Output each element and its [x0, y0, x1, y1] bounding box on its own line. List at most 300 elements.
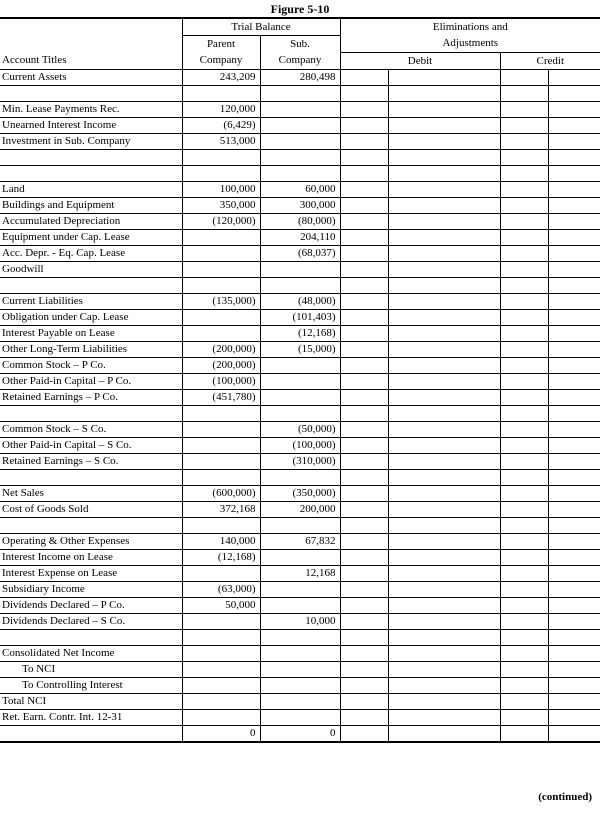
credit-amount-cell [548, 422, 600, 438]
sub-amount-cell: 60,000 [260, 182, 340, 198]
worksheet-row [0, 230, 600, 246]
debit-ref-cell [340, 182, 388, 198]
debit-ref-cell [340, 230, 388, 246]
sub-amount-cell [260, 694, 340, 710]
debit-ref-cell [340, 630, 388, 646]
credit-amount-cell [548, 198, 600, 214]
debit-ref-cell [340, 246, 388, 262]
debit-amount-cell [388, 566, 500, 582]
credit-amount-cell [548, 342, 600, 358]
debit-amount-cell [388, 294, 500, 310]
worksheet [0, 17, 600, 743]
credit-amount-cell [548, 134, 600, 150]
sub-amount-cell: 10,000 [260, 614, 340, 630]
credit-ref-cell [500, 598, 548, 614]
parent-amount-cell: (200,000) [182, 342, 260, 358]
parent-amount-cell: (200,000) [182, 358, 260, 374]
debit-amount-cell [388, 582, 500, 598]
debit-amount-cell [388, 182, 500, 198]
debit-amount-cell [388, 422, 500, 438]
debit-amount-cell [388, 726, 500, 742]
credit-amount-cell [548, 406, 600, 422]
worksheet-row [0, 374, 600, 390]
worksheet-row [0, 566, 600, 582]
credit-ref-cell [500, 470, 548, 486]
credit-amount-cell [548, 550, 600, 566]
credit-amount-cell [548, 214, 600, 230]
parent-amount-cell [182, 438, 260, 454]
sub-amount-cell: 280,498 [260, 70, 340, 86]
debit-amount-cell [388, 86, 500, 102]
credit-amount-cell [548, 390, 600, 406]
account-title-cell: Common Stock – S Co. [0, 422, 182, 438]
credit-ref-cell [500, 198, 548, 214]
sub-amount-cell: 200,000 [260, 502, 340, 518]
debit-ref-cell [340, 294, 388, 310]
parent-amount-cell: 243,209 [182, 70, 260, 86]
debit-ref-cell [340, 566, 388, 582]
credit-amount-cell [548, 566, 600, 582]
credit-amount-cell [548, 502, 600, 518]
sub-amount-cell [260, 406, 340, 422]
parent-amount-cell: 0 [182, 726, 260, 742]
credit-ref-cell [500, 182, 548, 198]
parent-amount-cell: 140,000 [182, 534, 260, 550]
sub-amount-cell [260, 518, 340, 534]
debit-ref-cell [340, 518, 388, 534]
debit-ref-cell [340, 166, 388, 182]
worksheet-row [0, 550, 600, 566]
sub-header-line2: Company [260, 53, 340, 70]
account-title-cell [0, 86, 182, 102]
account-title-cell: Consolidated Net Income [0, 646, 182, 662]
eliminations-header-line2: Adjustments [340, 36, 600, 53]
worksheet-row [0, 406, 600, 422]
debit-ref-cell [340, 262, 388, 278]
credit-amount-cell [548, 598, 600, 614]
account-title-cell: Retained Earnings – S Co. [0, 454, 182, 470]
credit-ref-cell [500, 326, 548, 342]
sub-amount-cell: (350,000) [260, 486, 340, 502]
debit-amount-cell [388, 502, 500, 518]
credit-ref-cell [500, 294, 548, 310]
credit-amount-cell [548, 470, 600, 486]
account-title-cell: Land [0, 182, 182, 198]
credit-amount-cell [548, 166, 600, 182]
debit-amount-cell [388, 518, 500, 534]
parent-amount-cell [182, 662, 260, 678]
worksheet-row [0, 326, 600, 342]
debit-amount-cell [388, 710, 500, 726]
worksheet-table [0, 18, 600, 742]
account-title-cell: Buildings and Equipment [0, 198, 182, 214]
debit-header: Debit [340, 53, 500, 70]
parent-amount-cell [182, 246, 260, 262]
credit-ref-cell [500, 726, 548, 742]
parent-amount-cell [182, 230, 260, 246]
sub-amount-cell: (48,000) [260, 294, 340, 310]
parent-amount-cell: 350,000 [182, 198, 260, 214]
sub-amount-cell [260, 662, 340, 678]
credit-amount-cell [548, 358, 600, 374]
credit-ref-cell [500, 150, 548, 166]
credit-amount-cell [548, 374, 600, 390]
credit-amount-cell [548, 150, 600, 166]
parent-amount-cell [182, 710, 260, 726]
worksheet-row [0, 502, 600, 518]
parent-amount-cell: 50,000 [182, 598, 260, 614]
debit-ref-cell [340, 118, 388, 134]
debit-ref-cell [340, 326, 388, 342]
credit-ref-cell [500, 518, 548, 534]
parent-amount-cell [182, 678, 260, 694]
sub-amount-cell [260, 134, 340, 150]
debit-amount-cell [388, 246, 500, 262]
worksheet-row [0, 390, 600, 406]
debit-ref-cell [340, 646, 388, 662]
account-title-cell: Net Sales [0, 486, 182, 502]
worksheet-row [0, 598, 600, 614]
debit-ref-cell [340, 438, 388, 454]
debit-ref-cell [340, 470, 388, 486]
worksheet-row [0, 534, 600, 550]
credit-amount-cell [548, 326, 600, 342]
parent-amount-cell: (135,000) [182, 294, 260, 310]
account-title-cell: Other Long-Term Liabilities [0, 342, 182, 358]
parent-amount-cell [182, 470, 260, 486]
sub-amount-cell [260, 278, 340, 294]
debit-ref-cell [340, 358, 388, 374]
account-title-cell: Total NCI [0, 694, 182, 710]
credit-ref-cell [500, 390, 548, 406]
credit-amount-cell [548, 710, 600, 726]
worksheet-row [0, 582, 600, 598]
debit-ref-cell [340, 70, 388, 86]
eliminations-header-line1: Eliminations and [340, 19, 600, 36]
credit-ref-cell [500, 230, 548, 246]
credit-ref-cell [500, 630, 548, 646]
parent-amount-cell: (12,168) [182, 550, 260, 566]
account-title-cell: Ret. Earn. Contr. Int. 12-31 [0, 710, 182, 726]
credit-ref-cell [500, 614, 548, 630]
debit-amount-cell [388, 118, 500, 134]
worksheet-row [0, 710, 600, 726]
debit-amount-cell [388, 550, 500, 566]
debit-amount-cell [388, 230, 500, 246]
parent-amount-cell: (600,000) [182, 486, 260, 502]
header-row-3 [0, 53, 600, 70]
worksheet-row [0, 358, 600, 374]
parent-amount-cell [182, 406, 260, 422]
credit-amount-cell [548, 262, 600, 278]
account-title-cell [0, 726, 182, 742]
credit-ref-cell [500, 374, 548, 390]
debit-amount-cell [388, 534, 500, 550]
sub-amount-cell [260, 374, 340, 390]
worksheet-row [0, 518, 600, 534]
credit-ref-cell [500, 70, 548, 86]
worksheet-row [0, 278, 600, 294]
account-title-cell: Min. Lease Payments Rec. [0, 102, 182, 118]
debit-ref-cell [340, 406, 388, 422]
sub-amount-cell [260, 646, 340, 662]
credit-ref-cell [500, 118, 548, 134]
sub-amount-cell [260, 598, 340, 614]
debit-amount-cell [388, 342, 500, 358]
credit-ref-cell [500, 502, 548, 518]
credit-amount-cell [548, 454, 600, 470]
trial-balance-header: Trial Balance [182, 19, 340, 36]
debit-ref-cell [340, 726, 388, 742]
account-title-cell: To NCI [0, 662, 182, 678]
worksheet-row [0, 454, 600, 470]
account-title-cell [0, 518, 182, 534]
credit-amount-cell [548, 230, 600, 246]
credit-ref-cell [500, 86, 548, 102]
debit-ref-cell [340, 278, 388, 294]
credit-ref-cell [500, 102, 548, 118]
worksheet-row [0, 86, 600, 102]
credit-ref-cell [500, 646, 548, 662]
credit-ref-cell [500, 566, 548, 582]
account-title-cell: Equipment under Cap. Lease [0, 230, 182, 246]
credit-amount-cell [548, 486, 600, 502]
sub-amount-cell: 204,110 [260, 230, 340, 246]
sub-amount-cell [260, 630, 340, 646]
parent-amount-cell [182, 166, 260, 182]
worksheet-row [0, 438, 600, 454]
debit-amount-cell [388, 646, 500, 662]
sub-amount-cell [260, 582, 340, 598]
parent-amount-cell [182, 310, 260, 326]
credit-amount-cell [548, 246, 600, 262]
debit-amount-cell [388, 134, 500, 150]
credit-ref-cell [500, 694, 548, 710]
debit-amount-cell [388, 406, 500, 422]
debit-ref-cell [340, 486, 388, 502]
credit-ref-cell [500, 710, 548, 726]
account-title-cell: Obligation under Cap. Lease [0, 310, 182, 326]
debit-amount-cell [388, 454, 500, 470]
debit-ref-cell [340, 310, 388, 326]
debit-amount-cell [388, 694, 500, 710]
account-title-cell: Dividends Declared – S Co. [0, 614, 182, 630]
credit-ref-cell [500, 486, 548, 502]
debit-amount-cell [388, 358, 500, 374]
debit-amount-cell [388, 662, 500, 678]
sub-amount-cell [260, 102, 340, 118]
credit-ref-cell [500, 454, 548, 470]
credit-ref-cell [500, 310, 548, 326]
credit-ref-cell [500, 550, 548, 566]
parent-amount-cell [182, 694, 260, 710]
credit-amount-cell [548, 694, 600, 710]
sub-amount-cell [260, 470, 340, 486]
parent-amount-cell [182, 454, 260, 470]
worksheet-row [0, 246, 600, 262]
debit-ref-cell [340, 454, 388, 470]
credit-amount-cell [548, 310, 600, 326]
debit-amount-cell [388, 278, 500, 294]
credit-amount-cell [548, 646, 600, 662]
credit-ref-cell [500, 358, 548, 374]
debit-ref-cell [340, 662, 388, 678]
debit-amount-cell [388, 598, 500, 614]
debit-amount-cell [388, 70, 500, 86]
sub-amount-cell [260, 390, 340, 406]
account-header-blank [0, 19, 182, 36]
debit-ref-cell [340, 694, 388, 710]
debit-amount-cell [388, 326, 500, 342]
debit-amount-cell [388, 470, 500, 486]
credit-ref-cell [500, 134, 548, 150]
credit-amount-cell [548, 662, 600, 678]
credit-ref-cell [500, 166, 548, 182]
debit-amount-cell [388, 614, 500, 630]
sub-amount-cell: (100,000) [260, 438, 340, 454]
worksheet-row [0, 614, 600, 630]
parent-amount-cell [182, 422, 260, 438]
account-title-cell: Interest Income on Lease [0, 550, 182, 566]
account-title-cell: Goodwill [0, 262, 182, 278]
sub-amount-cell [260, 678, 340, 694]
account-title-cell: Retained Earnings – P Co. [0, 390, 182, 406]
worksheet-row [0, 662, 600, 678]
sub-amount-cell: (80,000) [260, 214, 340, 230]
worksheet-row [0, 262, 600, 278]
worksheet-row [0, 486, 600, 502]
credit-ref-cell [500, 678, 548, 694]
debit-amount-cell [388, 678, 500, 694]
account-title-cell: Operating & Other Expenses [0, 534, 182, 550]
credit-amount-cell [548, 182, 600, 198]
parent-header-line2: Company [182, 53, 260, 70]
debit-amount-cell [388, 150, 500, 166]
debit-ref-cell [340, 534, 388, 550]
parent-amount-cell [182, 86, 260, 102]
account-header-blank-2 [0, 36, 182, 53]
worksheet-row [0, 422, 600, 438]
worksheet-row [0, 342, 600, 358]
header-row-2 [0, 36, 600, 53]
sub-amount-cell: 300,000 [260, 198, 340, 214]
debit-amount-cell [388, 390, 500, 406]
debit-amount-cell [388, 262, 500, 278]
parent-amount-cell [182, 326, 260, 342]
credit-amount-cell [548, 86, 600, 102]
credit-ref-cell [500, 422, 548, 438]
debit-ref-cell [340, 134, 388, 150]
debit-ref-cell [340, 102, 388, 118]
account-title-cell: Accumulated Depreciation [0, 214, 182, 230]
worksheet-row [0, 310, 600, 326]
credit-amount-cell [548, 630, 600, 646]
sub-amount-cell: (101,403) [260, 310, 340, 326]
worksheet-row [0, 678, 600, 694]
sub-amount-cell [260, 710, 340, 726]
sub-amount-cell [260, 150, 340, 166]
credit-ref-cell [500, 582, 548, 598]
debit-amount-cell [388, 374, 500, 390]
credit-amount-cell [548, 294, 600, 310]
debit-ref-cell [340, 678, 388, 694]
debit-ref-cell [340, 390, 388, 406]
sub-amount-cell: (12,168) [260, 326, 340, 342]
worksheet-row [0, 150, 600, 166]
credit-ref-cell [500, 534, 548, 550]
account-title-cell: Other Paid-in Capital – S Co. [0, 438, 182, 454]
debit-ref-cell [340, 710, 388, 726]
account-title-cell [0, 166, 182, 182]
credit-amount-cell [548, 726, 600, 742]
parent-amount-cell [182, 518, 260, 534]
worksheet-row [0, 726, 600, 742]
parent-amount-cell: 100,000 [182, 182, 260, 198]
sub-amount-cell: 0 [260, 726, 340, 742]
debit-amount-cell [388, 630, 500, 646]
credit-amount-cell [548, 614, 600, 630]
account-title-cell: Unearned Interest Income [0, 118, 182, 134]
parent-amount-cell [182, 614, 260, 630]
sub-amount-cell: 67,832 [260, 534, 340, 550]
debit-ref-cell [340, 502, 388, 518]
credit-amount-cell [548, 518, 600, 534]
credit-amount-cell [548, 678, 600, 694]
parent-amount-cell: 372,168 [182, 502, 260, 518]
debit-amount-cell [388, 310, 500, 326]
debit-ref-cell [340, 550, 388, 566]
worksheet-row [0, 294, 600, 310]
debit-ref-cell [340, 342, 388, 358]
sub-amount-cell [260, 166, 340, 182]
account-title-cell: Acc. Depr. - Eq. Cap. Lease [0, 246, 182, 262]
figure-title: Figure 5-10 [270, 2, 330, 16]
credit-amount-cell [548, 118, 600, 134]
account-title-cell: Investment in Sub. Company [0, 134, 182, 150]
sub-amount-cell [260, 358, 340, 374]
sub-amount-cell [260, 262, 340, 278]
parent-amount-cell [182, 630, 260, 646]
account-title-cell: Common Stock – P Co. [0, 358, 182, 374]
credit-ref-cell [500, 406, 548, 422]
credit-ref-cell [500, 438, 548, 454]
account-title-cell: Other Paid-in Capital – P Co. [0, 374, 182, 390]
credit-ref-cell [500, 342, 548, 358]
worksheet-row [0, 214, 600, 230]
worksheet-row [0, 470, 600, 486]
worksheet-row [0, 646, 600, 662]
account-title-cell [0, 150, 182, 166]
sub-amount-cell [260, 550, 340, 566]
debit-ref-cell [340, 598, 388, 614]
account-title-cell: Dividends Declared – P Co. [0, 598, 182, 614]
credit-ref-cell [500, 262, 548, 278]
account-titles-header: Account Titles [0, 53, 182, 70]
parent-amount-cell [182, 150, 260, 166]
sub-amount-cell [260, 86, 340, 102]
credit-header: Credit [500, 53, 600, 70]
continued-note: (continued) [538, 791, 592, 803]
debit-amount-cell [388, 198, 500, 214]
worksheet-row [0, 118, 600, 134]
sub-amount-cell: 12,168 [260, 566, 340, 582]
debit-amount-cell [388, 166, 500, 182]
parent-amount-cell: (120,000) [182, 214, 260, 230]
parent-amount-cell [182, 278, 260, 294]
credit-amount-cell [548, 102, 600, 118]
account-title-cell: Current Assets [0, 70, 182, 86]
worksheet-row [0, 102, 600, 118]
